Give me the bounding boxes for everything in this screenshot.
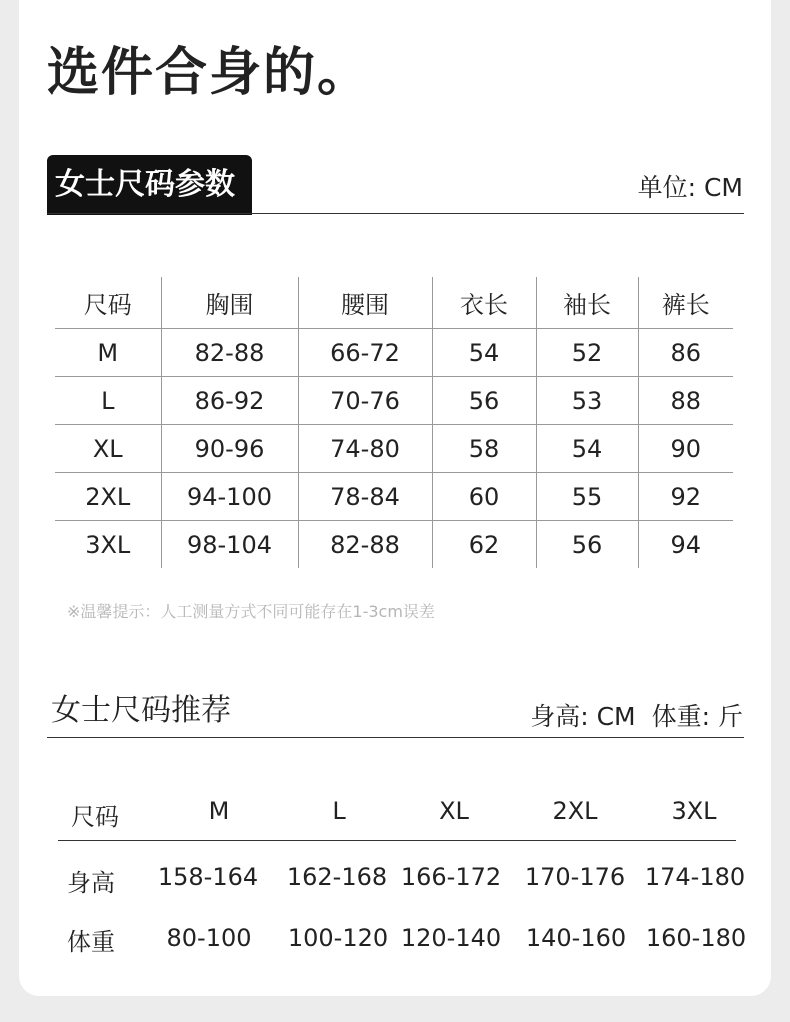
table-row	[55, 377, 733, 425]
recommend-size: L	[332, 797, 346, 825]
column-header: 袖长	[536, 277, 638, 329]
recommend-height: 158-164	[157, 863, 259, 891]
recommend-weight: 80-100	[166, 924, 252, 952]
table-cell: M	[55, 329, 161, 377]
recommend-weight: 140-160	[525, 924, 627, 952]
recommend-height-label: 身高	[67, 869, 115, 897]
measurement-note: ※温馨提示：人工测量方式不同可能存在1-3cm误差	[67, 602, 435, 621]
table-cell: 94-100	[161, 473, 298, 521]
recommend-height: 174-180	[644, 863, 746, 891]
table-cell: 82-88	[161, 329, 298, 377]
size-chart-table	[55, 277, 733, 568]
recommend-size: XL	[439, 797, 469, 825]
recommend-size: 3XL	[671, 797, 717, 825]
table-cell: 74-80	[298, 425, 432, 473]
table-cell: XL	[55, 425, 161, 473]
table-cell: 55	[536, 473, 638, 521]
table-cell: 90	[638, 425, 733, 473]
recommend-height: 162-168	[286, 863, 388, 891]
table-cell: 53	[536, 377, 638, 425]
recommend-weight: 100-120	[287, 924, 389, 952]
column-header: 尺码	[55, 277, 161, 329]
table-cell: 94	[670, 530, 702, 559]
table-cell: 92	[638, 473, 733, 521]
table-cell: 78-84	[298, 473, 432, 521]
table-cell: 56	[536, 521, 638, 569]
table-cell: 62	[432, 521, 536, 569]
section-divider	[47, 737, 744, 738]
height-unit: 身高: CM	[530, 702, 636, 731]
table-header-row	[55, 277, 733, 329]
table-cell: 56	[432, 377, 536, 425]
recommend-height: 170-176	[524, 863, 626, 891]
recommend-weight: 160-180	[645, 924, 747, 952]
recommend-weight-label: 体重	[67, 928, 115, 956]
table-cell: 60	[432, 473, 536, 521]
page-headline: 选件合身的。	[47, 43, 372, 103]
recommend-size-label: 尺码	[71, 803, 119, 831]
weight-unit: 体重: 斤	[651, 702, 743, 731]
table-cell: 54	[536, 425, 638, 473]
recommend-size: 2XL	[552, 797, 598, 825]
table-cell: 98-104	[161, 521, 298, 569]
table-cell: 86	[638, 329, 733, 377]
table-cell: 82-88	[298, 521, 432, 569]
table-divider	[58, 840, 736, 841]
table-row	[55, 473, 733, 521]
table-cell: 2XL	[55, 473, 161, 521]
size-chart-unit: 单位: CM	[637, 173, 743, 202]
table-row	[55, 521, 733, 569]
recommend-size: M	[208, 797, 230, 825]
table-cell: 86-92	[161, 377, 298, 425]
table-cell: 90-96	[161, 425, 298, 473]
column-header: 胸围	[161, 277, 298, 329]
column-header: 衣长	[432, 277, 536, 329]
table-cell: 3XL	[55, 521, 161, 569]
table-cell: 52	[536, 329, 638, 377]
recommend-weight: 120-140	[400, 924, 502, 952]
recommend-units	[530, 697, 743, 733]
recommend-title: 女士尺码推荐	[51, 693, 231, 728]
table-cell: L	[55, 377, 161, 425]
table-cell: 54	[432, 329, 536, 377]
recommend-height: 166-172	[400, 863, 502, 891]
table-row	[55, 425, 733, 473]
table-cell: 58	[432, 425, 536, 473]
size-chart-title: 女士尺码参数	[47, 155, 252, 215]
section-divider	[47, 213, 744, 214]
table-row	[55, 329, 733, 377]
column-header: 腰围	[298, 277, 432, 329]
table-cell: 66-72	[298, 329, 432, 377]
column-header: 裤长	[638, 277, 733, 329]
table-cell: 70-76	[298, 377, 432, 425]
table-cell: 88	[638, 377, 733, 425]
